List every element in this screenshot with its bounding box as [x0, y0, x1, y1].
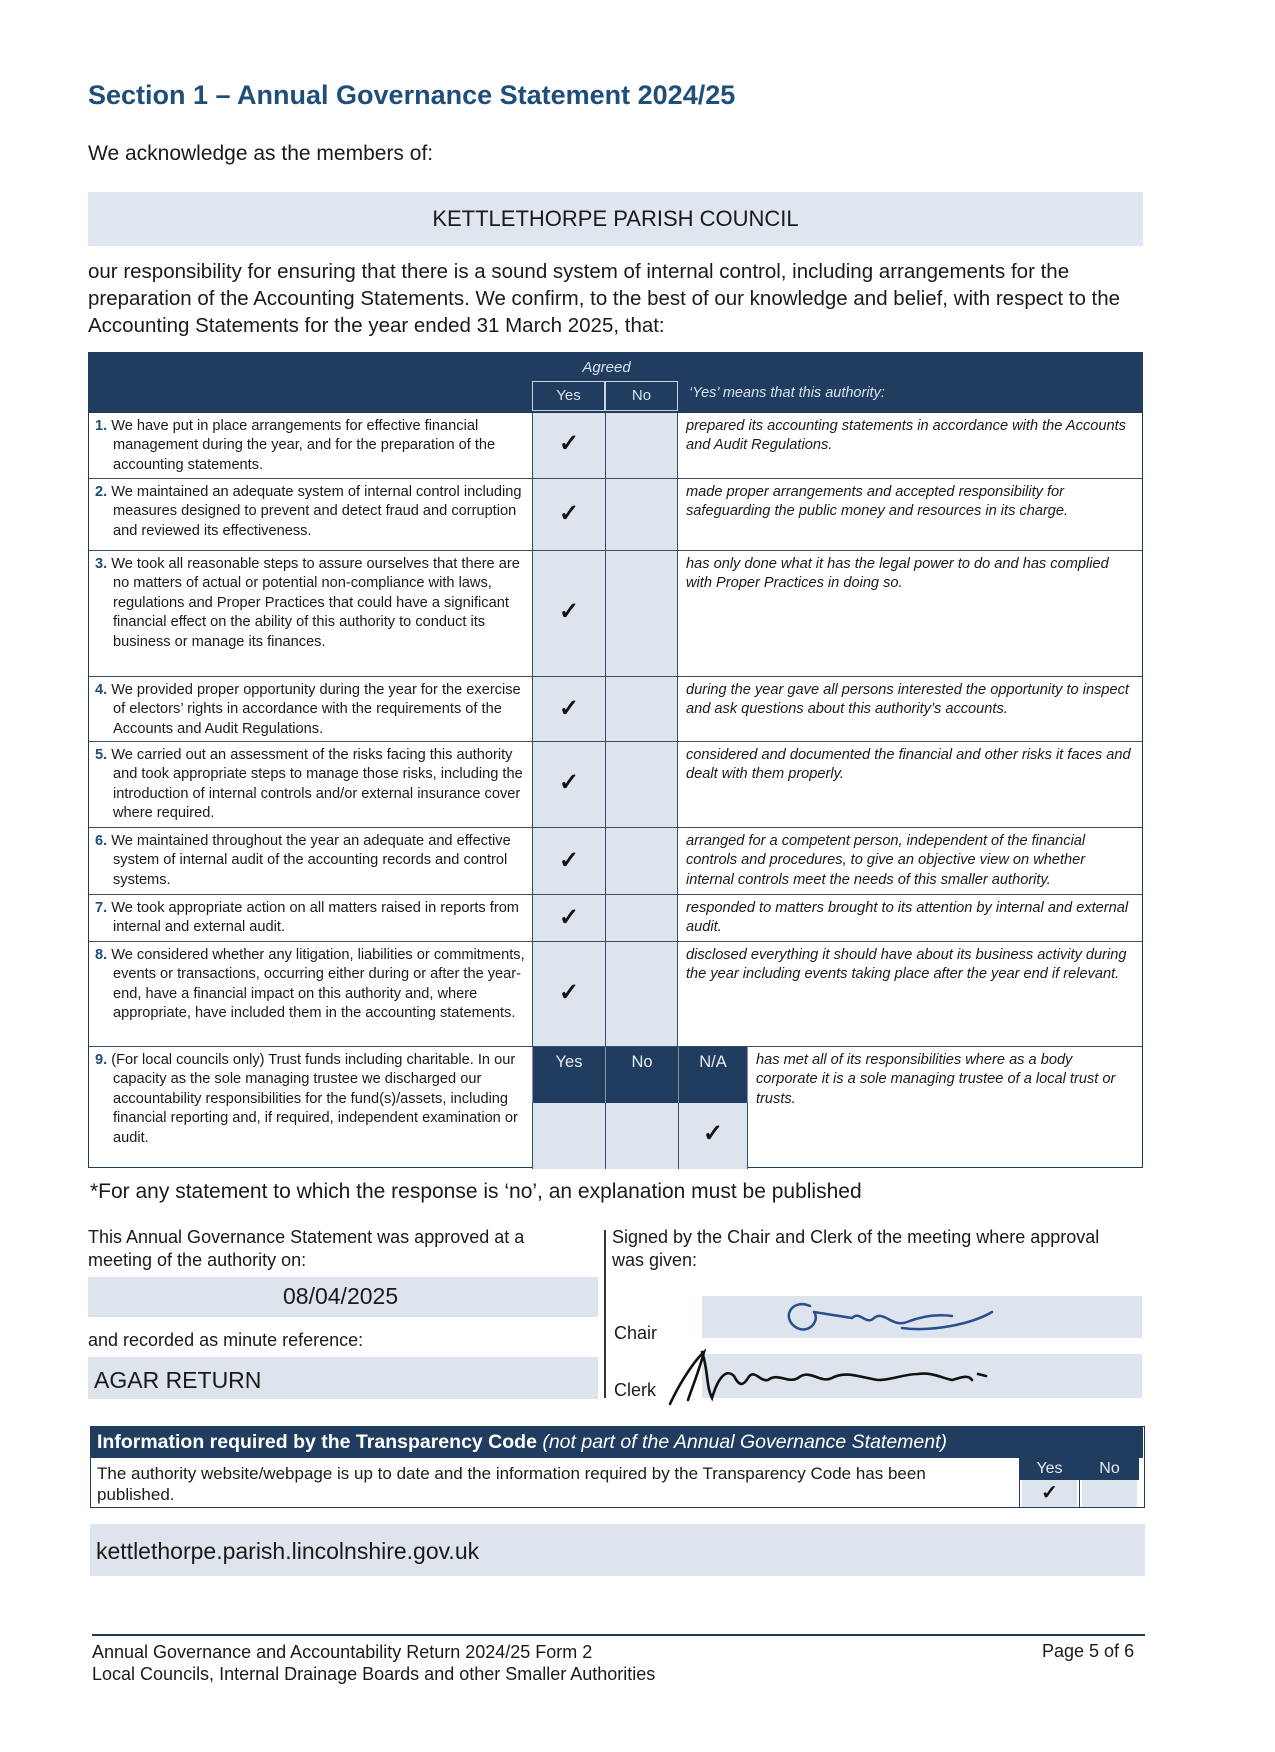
divider [604, 1230, 606, 1398]
no-checkbox[interactable] [605, 551, 678, 676]
statement-row-9 [89, 1047, 1142, 1167]
chair-label: Chair [614, 1323, 658, 1343]
statement-text: We maintained throughout the year an adequate and effective system of internal audit of the accounting records and control systems. [111, 833, 511, 888]
check-mark-icon: ✓ [1041, 1482, 1058, 1504]
trust-no-heading: No [605, 1047, 678, 1103]
check-mark-icon: ✓ [558, 979, 580, 1006]
trust-na-checkbox[interactable] [678, 1103, 748, 1169]
check-mark-icon: ✓ [558, 769, 580, 796]
yes-checkbox[interactable] [532, 479, 605, 550]
statement-text: We have put in place arrangements for effective financial management during the year, and for the preparation of the accounting statements. [111, 418, 496, 473]
no-checkbox[interactable] [605, 413, 678, 478]
statement-description: disclosed everything it should have about its business activity during the year including events taking place after the year end if relevant. [686, 947, 1127, 983]
council-name-field: KETTLETHORPE PARISH COUNCIL [88, 192, 1143, 246]
statement-row-5 [89, 742, 1142, 828]
statement-description: responded to matters brought to its attention by internal and external audit. [686, 900, 1129, 936]
footnote: *For any statement to which the response is ‘no’, an explanation must be published [90, 1180, 862, 1203]
no-checkbox[interactable] [605, 479, 678, 550]
statement-text: We took appropriate action on all matters raised in reports from internal and external audit. [111, 900, 519, 936]
footer-rule [92, 1634, 1145, 1636]
trust-no-checkbox[interactable] [605, 1103, 678, 1169]
section-title: Section 1 – Annual Governance Statement 2024/25 [88, 80, 736, 110]
trust-yes-heading: Yes [532, 1047, 605, 1103]
description-column-heading: ‘Yes’ means that this authority: [689, 385, 885, 401]
statement-number: 2. [95, 484, 108, 500]
statement-number: 5. [95, 747, 108, 763]
statement-text: We maintained an adequate system of internal control including measures designed to prevent and detect fraud and corruption and reviewed its effectiveness. [111, 484, 522, 539]
no-checkbox[interactable] [605, 828, 678, 894]
statement-description: arranged for a competent person, independent of the financial controls and procedures, to give an objective view on whether internal controls meet the needs of this smaller authority. [686, 833, 1086, 888]
yes-checkbox[interactable] [532, 742, 605, 827]
statement-text: We took all reasonable steps to assure ourselves that there are no matters of actual or potential non-compliance with laws, regulations and Proper Practices that could have a significant financial effect on the ability of this authority to conduct its business or manage its finances. [111, 556, 520, 650]
statement-description: prepared its accounting statements in accordance with the Accounts and Audit Regulations. [686, 418, 1126, 454]
statement-number: 6. [95, 833, 108, 849]
no-checkbox[interactable] [605, 895, 678, 941]
yes-checkbox[interactable] [532, 551, 605, 676]
transparency-no-label: No [1080, 1458, 1139, 1480]
statement-text: We considered whether any litigation, liabilities or commitments, events or transactions, occurring either during or after the year-end, have a financial impact on this authority and, where appropriate, have included them in the accounting statements. [111, 947, 525, 1022]
statement-row-7 [89, 895, 1142, 942]
transparency-no[interactable] [1079, 1458, 1139, 1507]
statement-description: considered and documented the financial and other risks it faces and dealt with them properly. [686, 747, 1131, 783]
yes-column-heading: Yes [532, 381, 605, 411]
statement-text: We provided proper opportunity during the year for the exercise of electors’ rights in accordance with the requirements of the Accounts and Audit Regulations. [111, 682, 521, 737]
trust-na-heading: N/A [678, 1047, 748, 1103]
statement-description: has met all of its responsibilities where as a body corporate it is a sole managing trustee of a local trust or trusts. [756, 1052, 1116, 1107]
clerk-signature-icon [642, 1338, 1042, 1408]
signed-text: Signed by the Chair and Clerk of the meeting where approval was given: [612, 1227, 1100, 1270]
page-number: Page 5 of 6 [1042, 1641, 1135, 1661]
chair-signature-field[interactable] [702, 1296, 1142, 1338]
transparency-yes-checkbox[interactable] [1022, 1480, 1077, 1507]
statement-number: 3. [95, 556, 108, 572]
statement-description: during the year gave all persons interested the opportunity to inspect and ask questions about this authority’s accounts. [686, 682, 1129, 718]
statement-row-2 [89, 479, 1142, 551]
statement-description: has only done what it has the legal power to do and has complied with Proper Practices in doing so. [686, 556, 1109, 592]
transparency-yes-label: Yes [1020, 1458, 1079, 1480]
yes-checkbox[interactable] [532, 828, 605, 894]
intro-text: We acknowledge as the members of: [88, 142, 434, 165]
statement-number: 9. [95, 1052, 108, 1068]
statement-description: made proper arrangements and accepted responsibility for safeguarding the public money and resources in its charge. [686, 484, 1069, 520]
governance-statements-table [88, 352, 1143, 1168]
check-mark-icon: ✓ [558, 500, 580, 527]
transparency-heading-note: (not part of the Annual Governance Statement) [542, 1431, 948, 1453]
statement-row-4 [89, 677, 1142, 742]
transparency-yes[interactable] [1019, 1458, 1079, 1507]
check-mark-icon: ✓ [558, 695, 580, 722]
transparency-code-box [90, 1426, 1145, 1508]
approval-text: This Annual Governance Statement was approved at a meeting of the authority on: [88, 1227, 525, 1270]
statement-number: 4. [95, 682, 108, 698]
no-checkbox[interactable] [605, 677, 678, 741]
check-mark-icon: ✓ [558, 904, 580, 931]
transparency-text: The authority website/webpage is up to date and the information required by the Transparency Code has been published. [97, 1464, 926, 1504]
check-mark-icon: ✓ [558, 598, 580, 625]
check-mark-icon: ✓ [558, 430, 580, 457]
responsibility-paragraph: our responsibility for ensuring that there is a sound system of internal control, including arrangements for the preparation of the Accounting Statements. We confirm, to the best of our knowledge and belief, with respect to the Accounting Statements for the year ended 31 March 2025, that: [88, 260, 1121, 337]
yes-checkbox[interactable] [532, 895, 605, 941]
yes-checkbox[interactable] [532, 942, 605, 1046]
clerk-label: Clerk [614, 1380, 657, 1400]
statement-number: 1. [95, 418, 108, 434]
statement-row-3 [89, 551, 1142, 677]
statement-text: (For local councils only) Trust funds including charitable. In our capacity as the sole managing trustee we discharged our accountability responsibilities for the fund(s)/assets, including financial reporting and, if required, independent examination or audit. [111, 1052, 518, 1146]
footer-form-title: Annual Governance and Accountability Return 2024/25 Form 2 [92, 1642, 593, 1662]
table-header [89, 353, 1142, 413]
statement-row-6 [89, 828, 1142, 895]
statement-number: 7. [95, 900, 108, 916]
clerk-signature-field[interactable] [702, 1354, 1142, 1398]
statement-row-1 [89, 413, 1142, 479]
minute-reference-value: AGAR RETURN [94, 1367, 262, 1393]
check-mark-icon: ✓ [702, 1120, 724, 1147]
transparency-no-checkbox[interactable] [1082, 1480, 1137, 1507]
transparency-heading [91, 1427, 1143, 1458]
meeting-date-value: 08/04/2025 [283, 1283, 399, 1309]
yes-checkbox[interactable] [532, 413, 605, 478]
agreed-heading: Agreed [582, 359, 631, 376]
no-column-heading: No [605, 381, 678, 411]
minute-reference-label: and recorded as minute reference: [88, 1330, 364, 1350]
footer-authorities: Local Councils, Internal Drainage Boards and other Smaller Authorities [92, 1664, 656, 1684]
website-address-value: kettlethorpe.parish.lincolnshire.gov.uk [96, 1538, 480, 1564]
check-mark-icon: ✓ [558, 847, 580, 874]
statement-text: We carried out an assessment of the risks facing this authority and took appropriate steps to manage those risks, including the introduction of internal controls and/or external insurance cover where required. [111, 747, 523, 822]
transparency-heading-text: Information required by the Transparency Code [97, 1431, 537, 1453]
no-checkbox[interactable] [605, 942, 678, 1046]
yes-checkbox[interactable] [532, 677, 605, 741]
statement-number: 8. [95, 947, 108, 963]
statement-row-8 [89, 942, 1142, 1047]
trust-yes-checkbox[interactable] [532, 1103, 605, 1169]
no-checkbox[interactable] [605, 742, 678, 827]
